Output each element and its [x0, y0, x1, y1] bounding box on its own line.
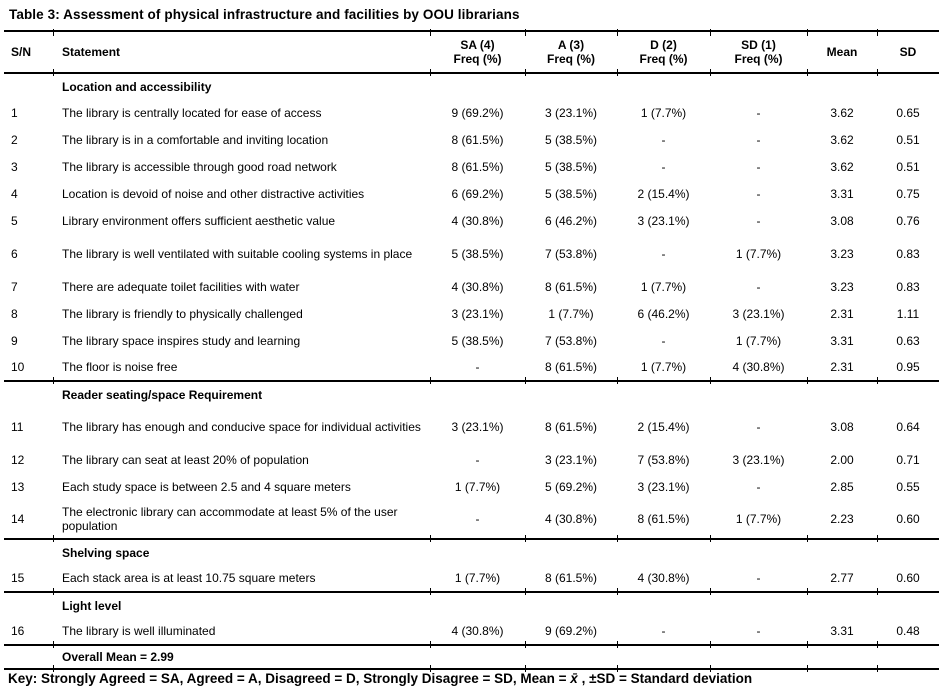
- cell-sa: 8 (61.5%): [451, 159, 504, 174]
- cell-sa: -: [430, 500, 525, 539]
- cell-d: 4 (30.8%): [617, 565, 710, 592]
- section-heading-row: [4, 73, 939, 99]
- cell-std: 0.71: [896, 452, 920, 467]
- cell-d: 7 (53.8%): [637, 452, 690, 467]
- column-header-d: [617, 31, 710, 73]
- column-header-mean: Mean: [807, 31, 877, 73]
- cell-d: 1 (7.7%): [617, 354, 710, 381]
- cell-sd: 3 (23.1%): [732, 452, 785, 467]
- cell-sd: 1 (7.7%): [735, 333, 782, 348]
- cell-d: 8 (61.5%): [617, 500, 710, 539]
- cell-statement: The library is centrally located for ease of access: [62, 105, 322, 120]
- cell-sa: 3 (23.1%): [451, 419, 504, 434]
- cell-d: -: [661, 246, 666, 261]
- cell-mean: 3.08: [830, 419, 854, 434]
- cell-sa: 8 (61.5%): [451, 132, 504, 147]
- cell-statement: The library is well ventilated with suitable cooling systems in place: [62, 246, 413, 261]
- cell-sn: 5: [11, 213, 18, 228]
- cell-d: 3 (23.1%): [637, 479, 690, 494]
- cell-mean: 3.08: [830, 213, 854, 228]
- cell-mean: 2.23: [807, 500, 877, 539]
- table-row: [4, 153, 939, 180]
- section-heading: Light level: [62, 598, 122, 613]
- cell-sn: 11: [11, 419, 24, 434]
- cell-sn: 10: [4, 354, 53, 381]
- cell-std: 1.11: [896, 306, 920, 321]
- cell-std: 0.51: [896, 132, 920, 147]
- cell-d: 1 (7.7%): [640, 105, 687, 120]
- table-row: [4, 407, 939, 446]
- cell-sd: 1 (7.7%): [735, 246, 782, 261]
- column-header-stddev: SD: [877, 31, 939, 73]
- section-heading-row: [4, 592, 939, 618]
- overall-mean-row: [4, 645, 939, 669]
- cell-sd: 3 (23.1%): [732, 306, 785, 321]
- cell-statement: The library is well illuminated: [53, 618, 430, 645]
- cell-sa: 3 (23.1%): [451, 306, 504, 321]
- cell-a: 7 (53.8%): [544, 333, 598, 348]
- cell-sd: -: [756, 213, 761, 228]
- cell-mean: 3.62: [830, 159, 854, 174]
- cell-std: 0.64: [896, 419, 920, 434]
- cell-sn: 7: [11, 279, 18, 294]
- table-row: [4, 565, 939, 592]
- key-text-prefix: Key: Strongly Agreed = SA, Agreed = A, Disagreed = D, Strongly Disagree = SD, Mean =: [8, 671, 571, 686]
- cell-mean: 3.62: [830, 105, 854, 120]
- cell-sd: -: [710, 565, 807, 592]
- cell-d: -: [661, 159, 666, 174]
- table-row: [4, 446, 939, 473]
- table-row: [4, 207, 939, 234]
- table-row: [4, 126, 939, 153]
- cell-mean: 2.31: [807, 354, 877, 381]
- column-header-a-line2: Freq (%): [547, 52, 595, 66]
- cell-a: 5 (38.5%): [544, 132, 598, 147]
- cell-sd: -: [756, 105, 761, 120]
- cell-sa: -: [430, 354, 525, 381]
- cell-std: 0.83: [896, 279, 920, 294]
- cell-d: 1 (7.7%): [640, 279, 687, 294]
- cell-std: 0.95: [877, 354, 939, 381]
- table-body: [4, 73, 939, 669]
- cell-mean: 3.31: [830, 186, 854, 201]
- cell-statement: There are adequate toilet facilities with water: [62, 279, 300, 294]
- cell-statement: The floor is noise free: [53, 354, 430, 381]
- cell-mean: 3.31: [807, 618, 877, 645]
- cell-sn: 2: [11, 132, 18, 147]
- column-header-sn: S/N: [4, 31, 53, 73]
- section-heading-row: [4, 539, 939, 565]
- cell-sn: 1: [11, 105, 18, 120]
- section-heading: Reader seating/space Requirement: [62, 387, 263, 402]
- column-header-statement: Statement: [53, 31, 430, 73]
- cell-sa: 1 (7.7%): [430, 565, 525, 592]
- cell-std: 0.60: [877, 565, 939, 592]
- column-header-sa-line2: Freq (%): [453, 52, 502, 66]
- cell-statement: Each study space is between 2.5 and 4 square meters: [62, 479, 351, 494]
- cell-statement: The library has enough and conducive space for individual activities: [62, 419, 421, 434]
- cell-a: 8 (61.5%): [525, 565, 617, 592]
- cell-mean: 2.85: [830, 479, 854, 494]
- cell-a: 7 (53.8%): [544, 246, 598, 261]
- cell-sa: 6 (69.2%): [451, 186, 504, 201]
- cell-statement: The electronic library can accommodate at least 5% of the user population: [53, 500, 430, 539]
- column-header-sd: [710, 31, 807, 73]
- cell-d: 3 (23.1%): [637, 213, 690, 228]
- key-text-suffix: , ±SD = Standard deviation: [577, 671, 753, 686]
- table-row: [4, 354, 939, 381]
- cell-a: 6 (46.2%): [544, 213, 598, 228]
- key-legend: [8, 671, 752, 686]
- cell-sn: 14: [4, 500, 53, 539]
- column-header-a-line1: A (3): [557, 38, 585, 52]
- table-row: [4, 500, 939, 539]
- column-header-sd-line1: SD (1): [741, 38, 776, 52]
- cell-a: 5 (38.5%): [544, 159, 598, 174]
- table-title: Table 3: Assessment of physical infrastructure and facilities by OOU librarians: [9, 7, 520, 22]
- cell-a: 9 (69.2%): [525, 618, 617, 645]
- column-header-d-line2: Freq (%): [639, 52, 688, 66]
- cell-d: -: [661, 333, 666, 348]
- cell-statement: The library is accessible through good road network: [62, 159, 337, 174]
- cell-sd: -: [756, 159, 761, 174]
- cell-a: 8 (61.5%): [544, 279, 598, 294]
- cell-std: 0.60: [877, 500, 939, 539]
- column-header-d-line1: D (2): [650, 38, 677, 52]
- cell-statement: The library is friendly to physically challenged: [62, 306, 303, 321]
- section-heading: Location and accessibility: [62, 79, 212, 94]
- cell-std: 0.48: [877, 618, 939, 645]
- cell-sn: 4: [11, 186, 18, 201]
- cell-d: -: [617, 618, 710, 645]
- cell-sd: -: [756, 279, 761, 294]
- table-row: [4, 618, 939, 645]
- cell-sa: -: [475, 452, 480, 467]
- cell-mean: 3.23: [830, 246, 854, 261]
- cell-sa: 5 (38.5%): [451, 246, 504, 261]
- table-container: [4, 30, 939, 670]
- section-heading-row: [4, 381, 939, 407]
- cell-sa: 1 (7.7%): [454, 479, 501, 494]
- cell-d: 2 (15.4%): [637, 186, 690, 201]
- overall-mean-value: Overall Mean = 2.99: [4, 645, 939, 669]
- cell-std: 0.76: [896, 213, 920, 228]
- cell-sd: -: [756, 132, 761, 147]
- cell-a: 3 (23.1%): [544, 452, 598, 467]
- cell-std: 0.65: [896, 105, 920, 120]
- cell-sd: -: [756, 419, 761, 434]
- cell-sd: 4 (30.8%): [710, 354, 807, 381]
- cell-a: 5 (38.5%): [544, 186, 598, 201]
- cell-std: 0.83: [896, 246, 920, 261]
- cell-sn: 3: [11, 159, 18, 174]
- cell-sn: 12: [11, 452, 25, 467]
- cell-statement: The library is in a comfortable and inviting location: [62, 132, 329, 147]
- cell-sa: 4 (30.8%): [451, 279, 504, 294]
- cell-d: 2 (15.4%): [637, 419, 690, 434]
- cell-statement: The library space inspires study and learning: [62, 333, 301, 348]
- cell-std: 0.51: [896, 159, 920, 174]
- table-row: [4, 273, 939, 300]
- column-header-sd-line2: Freq (%): [734, 52, 783, 66]
- cell-std: 0.63: [896, 333, 920, 348]
- cell-statement: Location is devoid of noise and other distractive activities: [62, 186, 365, 201]
- cell-sn: 15: [4, 565, 53, 592]
- column-header-sa-line1: SA (4): [460, 38, 495, 52]
- table-row: [4, 327, 939, 354]
- cell-sa: 5 (38.5%): [451, 333, 504, 348]
- cell-sd: 1 (7.7%): [710, 500, 807, 539]
- cell-a: 1 (7.7%): [548, 306, 594, 321]
- table-row: [4, 99, 939, 126]
- cell-a: 8 (61.5%): [544, 419, 598, 434]
- cell-mean: 3.62: [830, 132, 854, 147]
- cell-mean: 2.77: [807, 565, 877, 592]
- table-row: [4, 473, 939, 500]
- cell-statement: Library environment offers sufficient aesthetic value: [62, 213, 336, 228]
- cell-sa: 4 (30.8%): [451, 213, 504, 228]
- header-row: [4, 31, 939, 73]
- cell-sd: -: [756, 186, 761, 201]
- cell-mean: 3.23: [830, 279, 854, 294]
- section-heading: Shelving space: [62, 545, 150, 560]
- cell-statement: Each stack area is at least 10.75 square meters: [53, 565, 430, 592]
- mean-symbol: x̄: [570, 671, 578, 686]
- cell-d: 6 (46.2%): [637, 306, 690, 321]
- column-header-a: [525, 31, 617, 73]
- cell-sa: 4 (30.8%): [430, 618, 525, 645]
- cell-sd: -: [756, 479, 761, 494]
- cell-sd: -: [710, 618, 807, 645]
- cell-sn: 16: [4, 618, 53, 645]
- table-row: [4, 180, 939, 207]
- cell-mean: 3.31: [830, 333, 854, 348]
- cell-a: 8 (61.5%): [525, 354, 617, 381]
- cell-sa: 9 (69.2%): [451, 105, 504, 120]
- cell-d: -: [661, 132, 666, 147]
- table-row: [4, 300, 939, 327]
- cell-a: 4 (30.8%): [525, 500, 617, 539]
- cell-mean: 2.31: [830, 306, 854, 321]
- cell-std: 0.55: [896, 479, 920, 494]
- cell-std: 0.75: [896, 186, 920, 201]
- cell-mean: 2.00: [830, 452, 854, 467]
- cell-sn: 9: [11, 333, 18, 348]
- assessment-table: [4, 30, 939, 670]
- cell-sn: 6: [11, 246, 18, 261]
- cell-sn: 8: [11, 306, 18, 321]
- cell-sn: 13: [11, 479, 25, 494]
- cell-statement: The library can seat at least 20% of population: [62, 452, 309, 467]
- table-row: [4, 234, 939, 273]
- cell-a: 5 (69.2%): [544, 479, 598, 494]
- cell-a: 3 (23.1%): [544, 105, 598, 120]
- column-header-sa: [430, 31, 525, 73]
